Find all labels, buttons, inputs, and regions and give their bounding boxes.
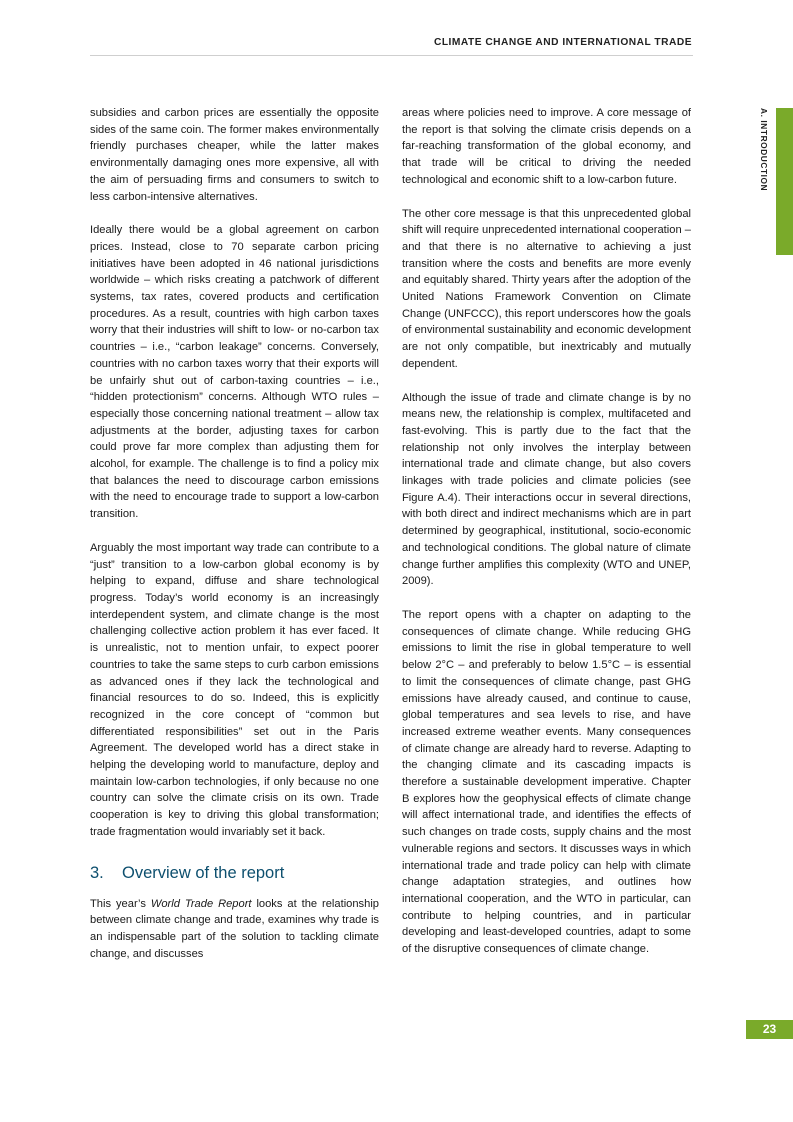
paragraph: subsidies and carbon prices are essentially the opposite sides of the same coin. The former makes environmentally friendly purchases cheaper, while the latter makes environmentally damaging ones more expensive, all with the aim of persuading firms and consumers to switch to less carbon-intensive alternatives. xyxy=(90,107,379,203)
section-heading xyxy=(90,863,379,883)
report-title-italic: World Trade Report xyxy=(150,897,252,910)
paragraph: The report opens with a chapter on adapting to the consequences of climate change. While reducing GHG emissions to limit the rise in global temperature to well below 2°C – and preferably to below 1.5°C – is essential to limit the consequences of climate change, past GHG emissions have already caused, and continue to cause, global temperatures and sea levels to rise, and have increased extreme weather events. Many consequences of climate change are already hard to reverse. Adapting to the changing climate and its cascading impacts is therefore a sustainable development imperative. Chapter B explores how the geophysical effects of climate change will affect international trade, and identifies the effects of such changes on trade costs, supply chains and the most vulnerable regions and sectors. It discusses ways in which international trade and trade policy can help with climate change adaptation strategies, and outlines how international cooperation, and the WTO in particular, can contribute to helping countries, and in particular developing and least-developed countries, adapt to some of the disruptive consequences of climate change. xyxy=(402,608,691,956)
paragraph-text: looks at the relationship between climate change and trade, examines why trade is an indispensable part of the solution to tackling climate change, and discusses xyxy=(90,897,379,960)
section-number: 3. xyxy=(90,863,104,882)
paragraph: Arguably the most important way trade can contribute to a “just” transition to a low-carbon global economy is by helping to expand, diffuse and share technological progress. Today’s world economy is an increasingly interdependent system, and climate change is the most challenging collective action problem it has ever faced. It is unrealistic, not to mention unfair, to expect poorer countries to take the same steps to curb carbon emissions as advanced ones if they lack the technological and financial resources to do so. Indeed, this is explicitly recognized in the core concept of “common but differentiated responsibilities” set out in the Paris Agreement. The developed world has a direct stake in helping the developing world to manufacture, deploy and maintain low-carbon technologies, if only because no one country can solve the climate crisis on its own. Trade cooperation is key to driving this global transformation; trade fragmentation would invariably set it back. xyxy=(90,541,379,838)
running-header: CLIMATE CHANGE AND INTERNATIONAL TRADE xyxy=(433,37,692,48)
paragraph: areas where policies need to improve. A core message of the report is that solving the climate crisis depends on a far-reaching transformation of the global economy, and that trade will be critical to driving the needed technological and economic shift to a low-carbon future. xyxy=(402,107,691,186)
section-tab-label: A. INTRODUCTION xyxy=(759,108,769,192)
paragraph: The other core message is that this unprecedented global shift will require unprecedented international cooperation – and that there is no alternative to achieving a just transition where the costs and benefits are more evenly and equitably shared. Thirty years after the adoption of the United Nations Framework Convention on Climate Change (UNFCCC), this report underscores how the goals of environmental sustainability and economic development are not only compatible, but inextricably and mutually dependent. xyxy=(402,207,691,370)
section-title: Overview of the report xyxy=(122,863,285,882)
right-column xyxy=(402,105,691,975)
page-number: 23 xyxy=(746,1020,793,1039)
left-column xyxy=(90,105,379,979)
paragraph: Although the issue of trade and climate change is by no means new, the relationship is complex, multifaceted and fast-evolving. This is partly due to the fact that the relationship not only involves the interplay between international trade and climate change, but also covers linkages with trade policies and climate policies (see Figure A.4). Their interactions occur in several directions, with both direct and indirect mechanisms which are in part determined by geographical, institutional, socio-economic and technological conditions. The global nature of climate change further amplifies this complexity (WTO and UNEP, 2009). xyxy=(402,391,691,588)
section-tab-marker xyxy=(776,108,793,255)
paragraph: Ideally there would be a global agreement on carbon prices. Instead, close to 70 separate carbon pricing initiatives have been adopted in 46 national jurisdictions worldwide – which risks creating a patchwork of different systems, tax rates, covered products and certification procedures. As a result, countries with high carbon taxes worry that their industries will shift to low- or no-carbon tax countries – i.e., “carbon leakage” concerns. Conversely, countries with no carbon taxes worry that their exports will be unfairly shut out of carbon-taxing countries – i.e., “hidden protectionism” concerns. Although WTO rules – especially those concerning national treatment – allow tax adjustments at the border, adjusting taxes for carbon could prove far more complex than adjusting them for alcohol, for example. The challenge is to find a policy mix that balances the need to discourage carbon emissions with the need to encourage trade to support a low-carbon transition. xyxy=(90,224,379,521)
paragraph xyxy=(90,896,379,963)
paragraph-text: This year’s xyxy=(90,897,151,910)
header-rule xyxy=(90,55,693,56)
